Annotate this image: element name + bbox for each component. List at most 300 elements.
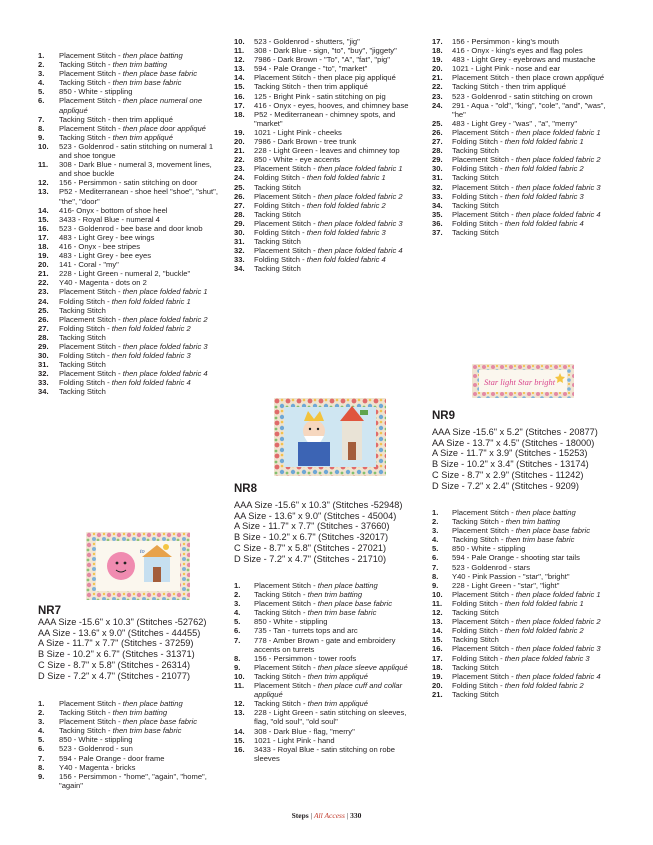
step-text (452, 590, 612, 599)
step-number: 18. (432, 46, 443, 56)
step-text-italic: then trim base fabric (307, 608, 377, 618)
step-item (432, 508, 612, 517)
step-text-italic: then place folded fabric 3 (504, 653, 590, 663)
step-text-plain: 523 - Goldenrod - bee base and door knob (59, 223, 203, 233)
step-text (452, 37, 612, 46)
step-number: 19. (432, 671, 443, 681)
step-text (59, 206, 218, 215)
step-item (234, 727, 419, 736)
nr9-sizes (432, 427, 598, 491)
step-text-italic: then trim batting (505, 517, 561, 527)
step-text-plain: 141 - Coral - "my" (59, 260, 119, 270)
step-text-plain: Tacking Stitch - (59, 132, 113, 142)
step-text (59, 78, 218, 87)
step-item (234, 64, 419, 73)
step-text (59, 369, 218, 378)
step-text (452, 553, 612, 562)
step-text (452, 535, 612, 544)
step-item (234, 708, 419, 726)
step-number: 32. (234, 246, 245, 256)
size-line: AA Size - 13.7" x 4.5" (Stitches - 18000) (432, 437, 595, 448)
step-text-plain: Placement Stitch - (59, 699, 123, 708)
step-text-italic: then place folded fabric 3 (515, 182, 601, 192)
step-text (452, 228, 612, 237)
step-number: 31. (38, 360, 49, 370)
step-text (254, 246, 419, 255)
step-text-plain: 523 - Goldenrod - sun (59, 744, 133, 754)
step-text (452, 192, 612, 201)
step-item (234, 192, 419, 201)
step-text-italic: then fold folded fabric 2 (111, 323, 191, 333)
step-text (59, 215, 218, 224)
step-number: 14. (234, 726, 245, 736)
step-number: 1. (38, 699, 45, 708)
step-text (452, 55, 612, 64)
step-item (432, 663, 612, 672)
step-text (59, 51, 218, 60)
step-number: 15. (234, 82, 245, 92)
step-text-plain: 850 - White - stippling (59, 87, 133, 97)
step-number: 24. (432, 100, 443, 110)
step-text-plain: Tacking Stitch - (254, 671, 308, 681)
step-text-italic: then fold folded fabric 4 (306, 255, 386, 265)
step-text-plain: Tacking Stitch - (59, 60, 113, 70)
size-line: AAA Size -15.6" x 5.2" (Stitches - 20877) (432, 427, 598, 437)
step-text-italic: then place cuff and collar appliqué (254, 681, 403, 700)
step-text-plain: 523 - Goldenrod - satin stitching on numeral 1 and shoe tongue (59, 141, 214, 161)
step-item (234, 46, 419, 55)
step-text-italic: then fold folded fabric 1 (504, 137, 584, 147)
step-text (452, 46, 612, 55)
step-text (254, 219, 419, 228)
step-item (432, 654, 612, 663)
step-item (38, 306, 218, 315)
step-text-italic: then trim base fabric (112, 726, 182, 736)
size-line: A Size - 11.7" x 7.7" (Stitches - 37660) (234, 521, 390, 532)
step-number: 15. (38, 214, 49, 224)
nr7-sizes (38, 617, 206, 681)
step-text-plain: Tacking Stitch (452, 689, 499, 699)
step-item (432, 73, 612, 82)
step-text (452, 654, 612, 663)
step-item (38, 124, 218, 133)
step-text (452, 183, 612, 192)
step-text (254, 192, 419, 201)
step-item (234, 210, 419, 219)
step-text-plain: 156 - Persimmon - "home", "again", "home", "again" (59, 771, 207, 790)
step-text-plain: 416 - Onyx - king's eyes and flag poles (452, 46, 583, 56)
step-text (452, 73, 612, 82)
step-text (59, 726, 218, 735)
nr9-steps-list (432, 508, 612, 699)
step-item (38, 278, 218, 287)
step-text-plain: Folding Stitch - (452, 680, 505, 690)
step-item (38, 342, 218, 351)
step-text (254, 654, 419, 663)
step-text (452, 137, 612, 146)
step-text-italic: then place base fabric (515, 526, 591, 536)
step-item (432, 626, 612, 635)
step-text-plain: 1021 - Light Pink - cheeks (254, 127, 342, 137)
step-item (234, 82, 419, 91)
step-text (254, 699, 419, 708)
step-text-plain: 416 - Onyx - eyes, hooves, and chimney base (254, 100, 409, 110)
step-number: 2. (38, 60, 45, 70)
step-item (234, 146, 419, 155)
step-text (59, 178, 218, 187)
step-text (452, 64, 612, 73)
step-text (452, 82, 612, 91)
step-number: 8. (38, 762, 45, 772)
step-text (59, 744, 218, 753)
step-text-plain: Tacking Stitch (59, 305, 106, 315)
step-text-plain: 850 - White - stippling (59, 735, 133, 745)
step-text-plain: Folding Stitch - (254, 200, 307, 210)
step-number: 4. (38, 78, 45, 88)
step-text-italic: then place batting (122, 51, 183, 60)
step-item (38, 142, 218, 160)
step-text (254, 681, 419, 699)
nr8-steps-list (234, 581, 419, 763)
step-number: 3. (38, 717, 45, 727)
size-line: C Size - 8.7" x 5.8" (Stitches - 26314) (38, 659, 191, 670)
step-text-italic: appliqué (575, 73, 604, 83)
step-text (59, 699, 218, 708)
step-text (59, 378, 218, 387)
step-text-plain: Tacking Stitch (59, 360, 106, 370)
step-number: 22. (38, 278, 49, 288)
step-text (452, 690, 612, 699)
step-number: 10. (38, 141, 49, 151)
step-text-italic: then place base fabric (122, 69, 198, 79)
step-item (432, 201, 612, 210)
step-text (254, 727, 419, 736)
step-text (254, 617, 419, 626)
step-number: 7. (38, 753, 45, 763)
step-text (59, 754, 218, 763)
step-item (234, 92, 419, 101)
step-text (254, 46, 419, 55)
step-number: 2. (234, 590, 241, 600)
step-number: 22. (234, 155, 245, 165)
step-text-plain: 483 - Light Grey - bee eyes (59, 251, 152, 261)
step-item (432, 563, 612, 572)
step-text-plain: Placement Stitch - (59, 96, 123, 106)
step-item (234, 745, 419, 763)
step-item (432, 183, 612, 192)
step-text-plain: Placement Stitch - then place crown (452, 73, 576, 83)
step-item (38, 763, 218, 772)
step-item (432, 82, 612, 91)
step-number: 10. (432, 589, 443, 599)
step-number: 14. (38, 205, 49, 215)
step-number: 31. (432, 173, 443, 183)
step-text-plain: 483 - Light Grey - eyebrows and mustache (452, 55, 596, 65)
step-item (38, 215, 218, 224)
step-item (234, 101, 419, 110)
step-text-plain: Placement Stitch - (452, 589, 516, 599)
step-text-plain: 308 - Dark Blue - numeral 3, movement lines, and shoe buckle (59, 160, 212, 179)
step-text-italic: then place folded fabric 2 (515, 155, 601, 165)
footer-all-access: All Access (313, 811, 345, 820)
step-item (234, 626, 419, 635)
step-number: 4. (38, 726, 45, 736)
step-text (452, 526, 612, 535)
step-text-plain: 308 - Dark Blue - flag, "merry" (254, 726, 355, 736)
step-item (38, 187, 218, 205)
step-text (254, 101, 419, 110)
step-item (38, 178, 218, 187)
step-text-plain: Tacking Stitch - then trim appliqué (254, 82, 368, 92)
step-number: 17. (432, 653, 443, 663)
step-text (452, 581, 612, 590)
step-item (38, 754, 218, 763)
step-item (38, 378, 218, 387)
step-text-plain: Placement Stitch - (452, 671, 516, 681)
step-number: 36. (432, 218, 443, 228)
step-text-plain: 156 - Persimmon - satin stitching on door (59, 178, 198, 188)
step-item (38, 315, 218, 324)
step-text-italic: then place folded fabric 2 (122, 314, 208, 324)
step-text-plain: Folding Stitch - (254, 255, 307, 265)
step-item (38, 133, 218, 142)
step-item (432, 119, 612, 128)
step-number: 20. (234, 137, 245, 147)
step-item (38, 297, 218, 306)
size-line: D Size - 7.2" x 2.4" (Stitches - 9209) (432, 480, 579, 491)
step-number: 15. (432, 635, 443, 645)
size-line: B Size - 10.2" x 3.4" (Stitches - 13174) (432, 459, 589, 470)
step-item (234, 228, 419, 237)
step-item (432, 146, 612, 155)
step-text-italic: then place door appliqué (122, 123, 206, 133)
step-text-plain: Folding Stitch - (59, 378, 112, 388)
step-text-plain: Placement Stitch - (452, 182, 516, 192)
step-item (38, 60, 218, 69)
nr8-quilt-image (274, 398, 386, 476)
step-text-plain: Folding Stitch - (452, 137, 505, 147)
step-number: 11. (432, 598, 443, 608)
step-text-plain: Placement Stitch - (254, 662, 318, 672)
step-item (432, 219, 612, 228)
middle-steps-list (234, 37, 419, 273)
step-number: 6. (38, 744, 45, 754)
nr9-quilt-image (472, 364, 574, 398)
step-text-plain: 1021 - Light Pink - hand (254, 735, 335, 745)
step-text (59, 233, 218, 242)
step-text-plain: 850 - White - stippling (254, 617, 328, 627)
step-text (254, 264, 419, 273)
step-text (254, 128, 419, 137)
step-text (59, 142, 218, 160)
step-number: 11. (234, 681, 245, 691)
size-line: AA Size - 13.6" x 9.0" (Stitches - 45004) (234, 510, 397, 521)
step-number: 10. (234, 37, 245, 46)
step-text (452, 644, 612, 653)
step-item (234, 110, 419, 128)
step-number: 17. (234, 100, 245, 110)
step-item (234, 128, 419, 137)
step-number: 37. (432, 227, 443, 237)
size-line: B Size - 10.2" x 6.7" (Stitches - 31371) (38, 649, 195, 660)
step-number: 27. (432, 137, 443, 147)
step-item (432, 210, 612, 219)
step-text-plain: 523 - Goldenrod - stars (452, 562, 531, 572)
step-text-plain: Tacking Stitch - (452, 535, 506, 545)
step-text-plain: Placement Stitch - (452, 209, 516, 219)
step-text-plain: 228 - Light Green - satin stitching on sleeves, flag, "old soul", "old soul" (254, 708, 407, 727)
step-text (452, 164, 612, 173)
step-number: 34. (234, 264, 245, 274)
step-text-italic: then fold folded fabric 3 (504, 191, 584, 201)
step-number: 27. (38, 323, 49, 333)
step-text-plain: 228 - Light Green - leaves and chimney top (254, 146, 400, 156)
step-text-italic: then trim batting (112, 708, 168, 718)
step-text-italic: then place folded fabric 1 (515, 127, 601, 137)
step-number: 32. (432, 182, 443, 192)
step-text (452, 635, 612, 644)
step-item (234, 246, 419, 255)
step-number: 16. (38, 223, 49, 233)
step-text-plain: Tacking Stitch - then trim appliqué (452, 82, 566, 92)
step-item (432, 228, 612, 237)
step-number: 1. (38, 51, 45, 60)
step-text-plain: 594 - Pale Orange - "to", "market" (254, 64, 368, 74)
step-text (254, 672, 419, 681)
step-number: 19. (234, 127, 245, 137)
step-item (234, 73, 419, 82)
step-text (254, 581, 419, 590)
step-number: 15. (234, 735, 245, 745)
step-item (38, 744, 218, 753)
step-item (432, 517, 612, 526)
step-item (234, 201, 419, 210)
step-number: 6. (432, 553, 439, 563)
step-text-italic: then place folded fabric 3 (515, 644, 601, 654)
step-text-plain: Tacking Stitch (59, 332, 106, 342)
step-number: 22. (432, 82, 443, 92)
nr8-title: NR8 (234, 483, 258, 495)
step-text (452, 210, 612, 219)
step-number: 2. (38, 708, 45, 718)
step-text-plain: Tacking Stitch (254, 209, 301, 219)
step-number: 4. (234, 608, 241, 618)
step-text-plain: Tacking Stitch - (59, 78, 113, 88)
step-number: 13. (38, 187, 49, 197)
step-text-plain: Tacking Stitch - (59, 726, 113, 736)
step-text-plain: Placement Stitch - (254, 599, 318, 609)
step-text (254, 590, 419, 599)
step-text (452, 92, 612, 101)
step-text (59, 69, 218, 78)
step-text-plain: 3433 - Royal Blue - numeral 4 (59, 214, 160, 224)
step-text-plain: Tacking Stitch - (254, 608, 308, 618)
step-text-plain: 850 - White - eye accents (254, 155, 341, 165)
step-text-italic: then fold folded fabric 1 (306, 173, 386, 183)
size-line: AAA Size -15.6" x 10.3" (Stitches -52762) (38, 617, 207, 627)
step-number: 9. (234, 662, 241, 672)
step-number: 31. (234, 237, 245, 247)
step-text (59, 360, 218, 369)
step-text-plain: Placement Stitch - (254, 191, 318, 201)
step-text-plain: Tacking Stitch (452, 146, 499, 156)
step-number: 17. (38, 232, 49, 242)
step-text-plain: Tacking Stitch (452, 173, 499, 183)
step-number: 20. (432, 64, 443, 74)
size-line: AAA Size -15.6" x 10.3" (Stitches -52948) (234, 500, 403, 510)
step-number: 14. (432, 626, 443, 636)
step-text (59, 387, 218, 396)
step-text (452, 508, 612, 517)
step-number: 5. (432, 544, 439, 554)
step-number: 33. (432, 191, 443, 201)
step-text-plain: Placement Stitch - (452, 155, 516, 165)
size-line: A Size - 11.7" x 3.9" (Stitches - 15253) (432, 448, 588, 459)
step-item (432, 128, 612, 137)
step-item (234, 255, 419, 264)
step-number: 28. (38, 332, 49, 342)
step-item (432, 681, 612, 690)
step-text-plain: Folding Stitch - (452, 626, 505, 636)
step-number: 5. (38, 735, 45, 745)
step-item (38, 96, 218, 114)
step-number: 25. (234, 182, 245, 192)
step-number: 30. (38, 351, 49, 361)
step-item (432, 544, 612, 553)
step-item (432, 608, 612, 617)
step-text-plain: Placement Stitch - (59, 314, 123, 324)
nr8-sizes (234, 500, 402, 564)
step-item (234, 164, 419, 173)
footer-separator-2: | (346, 811, 349, 820)
step-item (432, 137, 612, 146)
step-item (38, 115, 218, 124)
step-item (38, 735, 218, 744)
step-number: 26. (234, 191, 245, 201)
step-number: 8. (38, 123, 45, 133)
step-text (254, 183, 419, 192)
step-text-italic: then place folded fabric 1 (122, 287, 208, 297)
step-text-plain: Placement Stitch - (452, 127, 516, 137)
step-text (59, 351, 218, 360)
step-text (254, 164, 419, 173)
step-text (254, 636, 419, 654)
step-text (254, 82, 419, 91)
step-text (59, 242, 218, 251)
step-item (432, 64, 612, 73)
step-item (38, 87, 218, 96)
step-text (59, 269, 218, 278)
step-number: 9. (38, 771, 45, 781)
step-text-plain: Tacking Stitch (452, 608, 499, 618)
step-item (234, 264, 419, 273)
step-item (38, 233, 218, 242)
step-number: 11. (38, 160, 49, 170)
step-text-plain: Placement Stitch - (254, 246, 318, 256)
step-text-plain: Placement Stitch - (59, 717, 123, 727)
step-text-plain: 416- Onyx - bottom of shoe heel (59, 205, 168, 215)
step-text-plain: 3433 - Royal Blue - satin stitching on robe sleeves (254, 744, 395, 763)
step-text (59, 306, 218, 315)
step-item (432, 192, 612, 201)
step-text-italic: then place folded fabric 1 (317, 164, 403, 174)
step-number: 23. (38, 287, 49, 297)
step-number: 16. (234, 744, 245, 754)
step-text (452, 155, 612, 164)
step-number: 3. (432, 526, 439, 536)
step-number: 18. (432, 662, 443, 672)
step-text-italic: then fold folded fabric 1 (504, 598, 584, 608)
